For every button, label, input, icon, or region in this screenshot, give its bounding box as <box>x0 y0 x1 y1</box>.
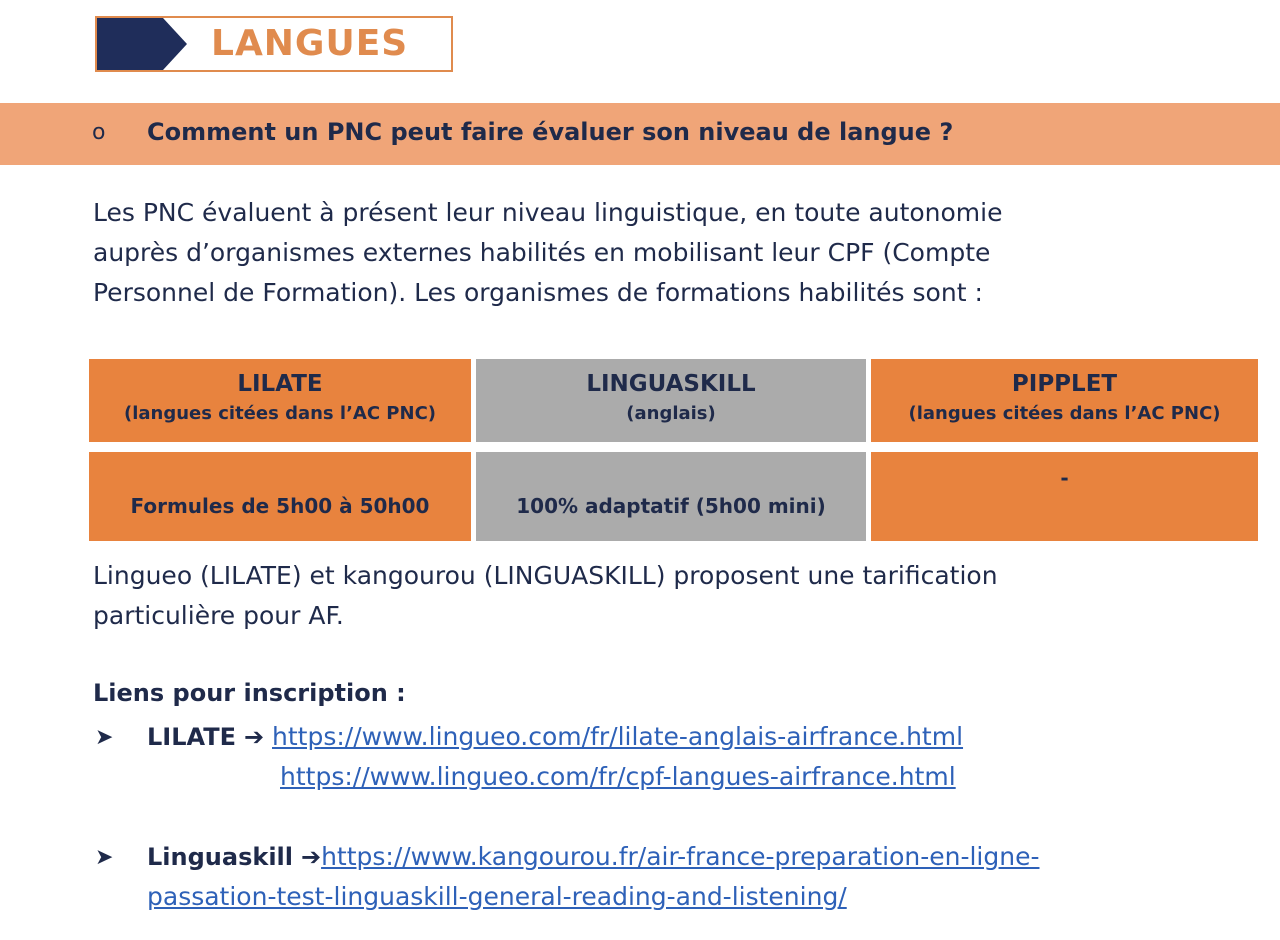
linguaskill-link-part-2[interactable]: passation-test-linguaskill-general-reading-and-listening/ <box>147 882 847 911</box>
table-cell-linguaskill <box>476 452 866 541</box>
section-title: LANGUES <box>211 23 409 64</box>
note-line: particulière pour AF. <box>93 601 344 630</box>
table-header-lilate <box>89 359 471 442</box>
section-title-box <box>95 16 453 72</box>
note-line: Lingueo (LILATE) et kangourou (LINGUASKILL) proposent une tarification <box>93 561 998 590</box>
linguaskill-link-row-2 <box>147 882 847 911</box>
linguaskill-label: Linguaskill <box>147 843 293 871</box>
question-text: Comment un PNC peut faire évaluer son niveau de langue ? <box>147 118 954 146</box>
table-header-name: LINGUASKILL <box>586 371 756 397</box>
intro-paragraph <box>93 193 1133 313</box>
table-cell-pipplet <box>871 452 1258 541</box>
question-band <box>0 103 1280 165</box>
table-header-sub: (langues citées dans l’AC PNC) <box>908 403 1221 424</box>
table-cell-text: Formules de 5h00 à 50h00 <box>130 494 430 518</box>
lilate-link-2[interactable]: https://www.lingueo.com/fr/cpf-langues-airfrance.html <box>280 762 956 791</box>
table-cell-text: - <box>1060 466 1069 490</box>
chevron-right-icon: ➤ <box>95 725 114 750</box>
table-header-pipplet <box>871 359 1258 442</box>
intro-line: auprès d’organismes externes habilités en mobilisant leur CPF (Compte <box>93 238 991 267</box>
links-title: Liens pour inscription : <box>93 679 406 707</box>
lilate-link-1[interactable]: https://www.lingueo.com/fr/lilate-anglais-airfrance.html <box>272 722 964 751</box>
table-cell-text: 100% adaptatif (5h00 mini) <box>516 494 826 518</box>
table-header-name: PIPPLET <box>1011 371 1118 397</box>
bullet-icon: o <box>92 120 106 145</box>
table-header-linguaskill <box>476 359 866 442</box>
pricing-note <box>93 556 1143 636</box>
lilate-link-row-2 <box>280 762 956 791</box>
lilate-link-row <box>147 722 963 751</box>
arrow-right-icon: ➔ <box>300 843 322 871</box>
linguaskill-link-part-1[interactable]: https://www.kangourou.fr/air-france-preparation-en-ligne- <box>321 842 1040 871</box>
intro-line: Personnel de Formation). Les organismes de formations habilités sont : <box>93 278 983 307</box>
chevron-right-icon: ➤ <box>95 845 114 870</box>
table-header-sub: (langues citées dans l’AC PNC) <box>123 403 437 424</box>
lilate-label: LILATE <box>147 723 236 751</box>
arrow-right-icon: ➔ <box>243 723 265 751</box>
table-header-sub: (anglais) <box>626 403 716 424</box>
arrow-icon <box>97 18 191 70</box>
linguaskill-link-row <box>147 842 1039 871</box>
intro-line: Les PNC évaluent à présent leur niveau linguistique, en toute autonomie <box>93 198 1003 227</box>
table-cell-lilate <box>89 452 471 541</box>
table-header-name: LILATE <box>237 371 323 397</box>
